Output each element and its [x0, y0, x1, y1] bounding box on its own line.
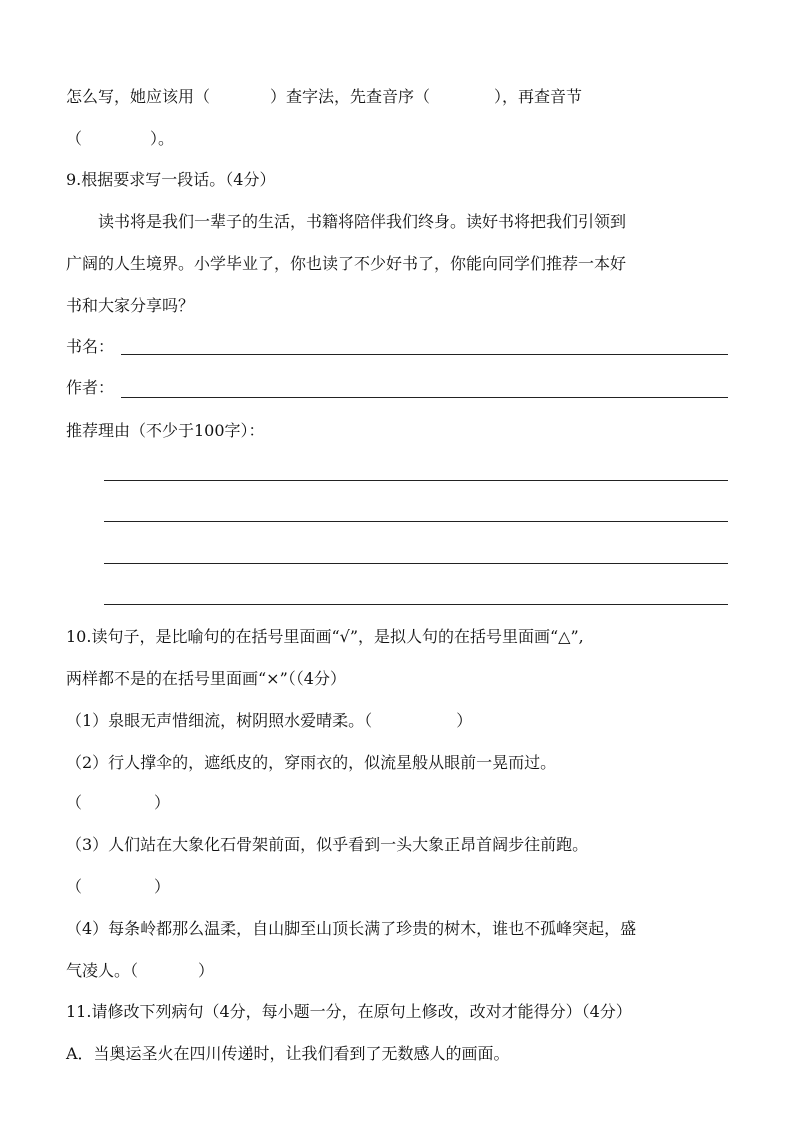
q8-paren-close: ）。	[150, 129, 175, 148]
q10-item-3: （3）人们站在大象化石骨架前面，似乎看到一头大象正昂首阔步往前跑。	[66, 835, 589, 854]
q8-text-c: ），再查音节	[494, 87, 583, 106]
q8-line1	[66, 86, 582, 108]
reason-line[interactable]	[104, 604, 728, 605]
q9-paragraph-line: 读书将是我们一辈子的生活，书籍将陪伴我们终身。读好书将把我们引领到	[98, 212, 627, 231]
q10-item-2-answer	[66, 792, 170, 814]
q10-heading-line2: 两样都不是的在括号里面画“×”（（4分）	[66, 669, 346, 688]
paren-close: ）	[154, 793, 171, 812]
q11-heading: 11.请修改下列病句（4分，每小题一分，在原句上修改，改对才能得分）（4分）	[66, 1002, 632, 1021]
reason-line[interactable]	[104, 480, 728, 481]
q9-paragraph-line: 书和大家分享吗？	[66, 296, 195, 315]
q11-item-a[interactable]: A．当奥运圣火在四川传递时，让我们看到了无数感人的画面。	[66, 1044, 510, 1063]
reason-line[interactable]	[104, 563, 728, 564]
paren-close: ）	[198, 961, 215, 980]
paren-close: ）	[154, 877, 171, 896]
author-line[interactable]	[121, 397, 728, 398]
q10-item-4-line2	[66, 960, 214, 982]
q10-item-1-close: ）	[456, 711, 473, 730]
q10-item-3-answer	[66, 876, 170, 898]
book-name-line[interactable]	[121, 354, 728, 355]
q8-text-a: 怎么写，她应该用（	[66, 87, 211, 106]
q8-line2	[66, 128, 174, 150]
book-name-label: 书名：	[66, 337, 115, 356]
reason-line[interactable]	[104, 521, 728, 522]
q8-text-b: ）查字法，先查音序（	[270, 87, 431, 106]
q10-item-1-text: （1）泉眼无声惜细流，树阴照水爱晴柔。（	[66, 711, 373, 730]
q10-item-1	[66, 710, 472, 732]
q10-heading-line1: 10.读句子，是比喻句的在括号里面画“√”，是拟人句的在括号里面画“△”,	[66, 627, 584, 646]
paren-open: （	[66, 877, 83, 896]
author-label: 作者：	[66, 378, 115, 397]
q9-heading: 9.根据要求写一段话。（4分）	[66, 170, 276, 189]
q9-paragraph-line: 广阔的人生境界。小学毕业了，你也读了不少好书了，你能向同学们推荐一本好	[66, 254, 627, 273]
q10-item-4-text: 气凌人。（	[66, 961, 139, 980]
q10-item-2: （2）行人撑伞的，遮纸皮的，穿雨衣的，似流星般从眼前一晃而过。	[66, 753, 557, 772]
reason-label: 推荐理由（不少于100字）：	[66, 421, 265, 440]
q8-paren-open: （	[66, 129, 83, 148]
q10-item-4-line1: （4）每条岭都那么温柔，自山脚至山顶长满了珍贵的树木，谁也不孤峰突起，盛	[66, 919, 637, 938]
paren-open: （	[66, 793, 83, 812]
